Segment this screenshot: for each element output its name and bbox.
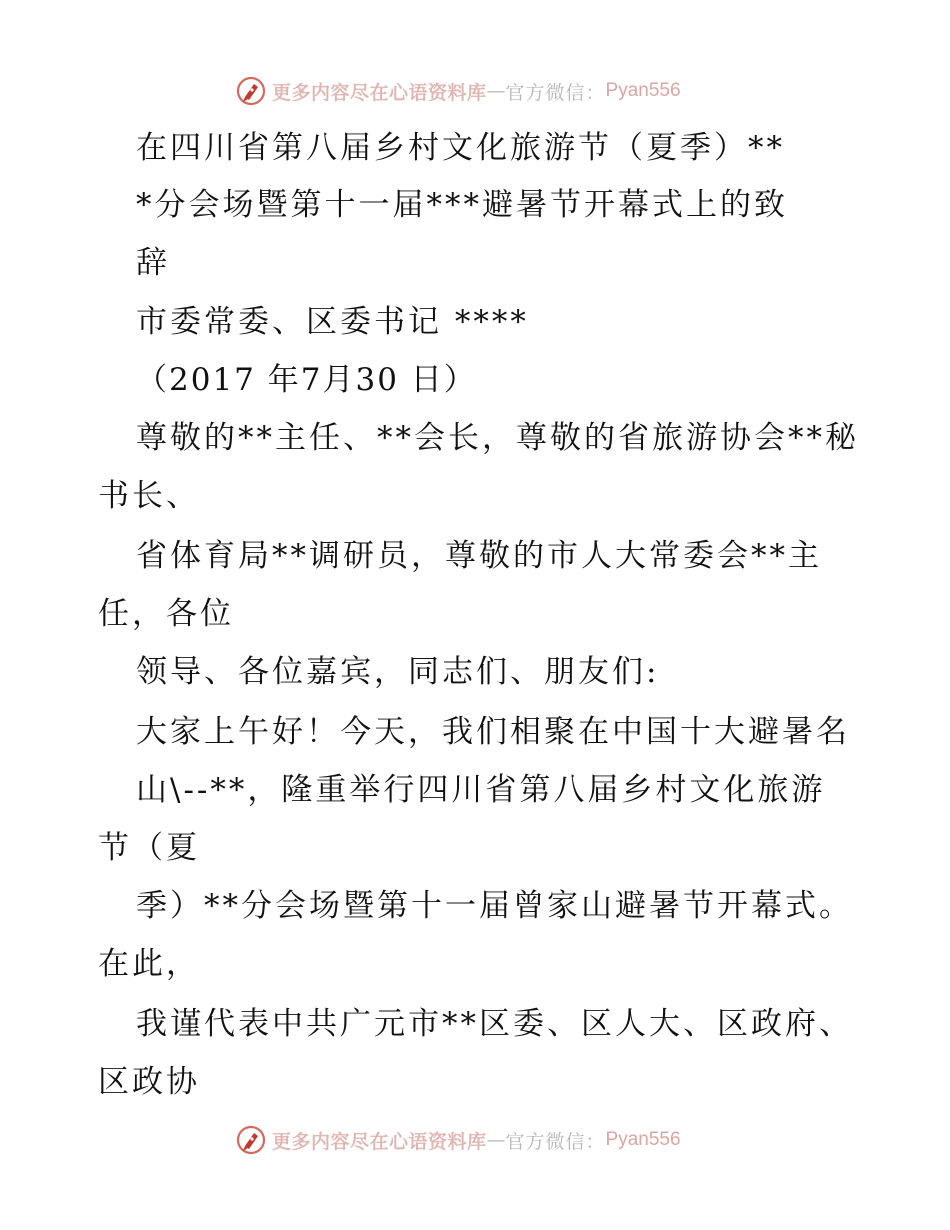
body-text-line: 书长、	[98, 478, 200, 514]
body-text-line: 节（夏	[98, 830, 200, 866]
body-text-line: 尊敬的**主任、**会长，尊敬的省旅游协会**秘	[136, 420, 859, 456]
watermark-wechat-label: 官方微信：	[505, 81, 606, 104]
watermark-wechat-id: Pyan556	[605, 1129, 681, 1150]
body-text-line: 我谨代表中共广元市**区委、区人大、区政府、	[136, 1006, 853, 1042]
body-text-line: 任，各位	[98, 596, 234, 632]
body-text-line: 在此，	[98, 946, 200, 982]
watermark-dash: —	[486, 1129, 506, 1151]
document-title-line: 辞	[136, 245, 170, 281]
watermark-wechat-id: Pyan556	[605, 80, 681, 101]
speaker-line: 市委常委、区委书记 ****	[136, 304, 529, 340]
pen-nib-logo-icon	[236, 76, 266, 106]
body-text-line: 山\--**，隆重举行四川省第八届乡村文化旅游	[136, 772, 826, 808]
watermark-text: 更多内容尽在心语资料库	[272, 81, 487, 104]
body-text-line: 大家上午好！今天，我们相聚在中国十大避暑名	[136, 714, 850, 750]
pen-nib-logo-icon	[236, 1125, 266, 1155]
watermark-text: 更多内容尽在心语资料库	[272, 1130, 487, 1153]
body-text-line: 区政协	[98, 1064, 200, 1100]
body-text-line: 省体育局**调研员，尊敬的市人大常委会**主	[136, 538, 822, 574]
body-text-line: 领导、各位嘉宾，同志们、朋友们:	[136, 654, 660, 690]
watermark-dash: —	[486, 80, 506, 102]
header-watermark	[236, 74, 681, 108]
date-line: （2017 年7月30 日）	[136, 362, 477, 398]
footer-watermark	[236, 1123, 681, 1157]
watermark-wechat-label: 官方微信：	[505, 1130, 606, 1153]
document-title-line: 在四川省第八届乡村文化旅游节（夏季）**	[136, 130, 785, 166]
body-text-line: 季）**分会场暨第十一届曾家山避暑节开幕式。	[136, 888, 853, 924]
document-title-line: *分会场暨第十一届***避暑节开幕式上的致	[136, 187, 788, 223]
